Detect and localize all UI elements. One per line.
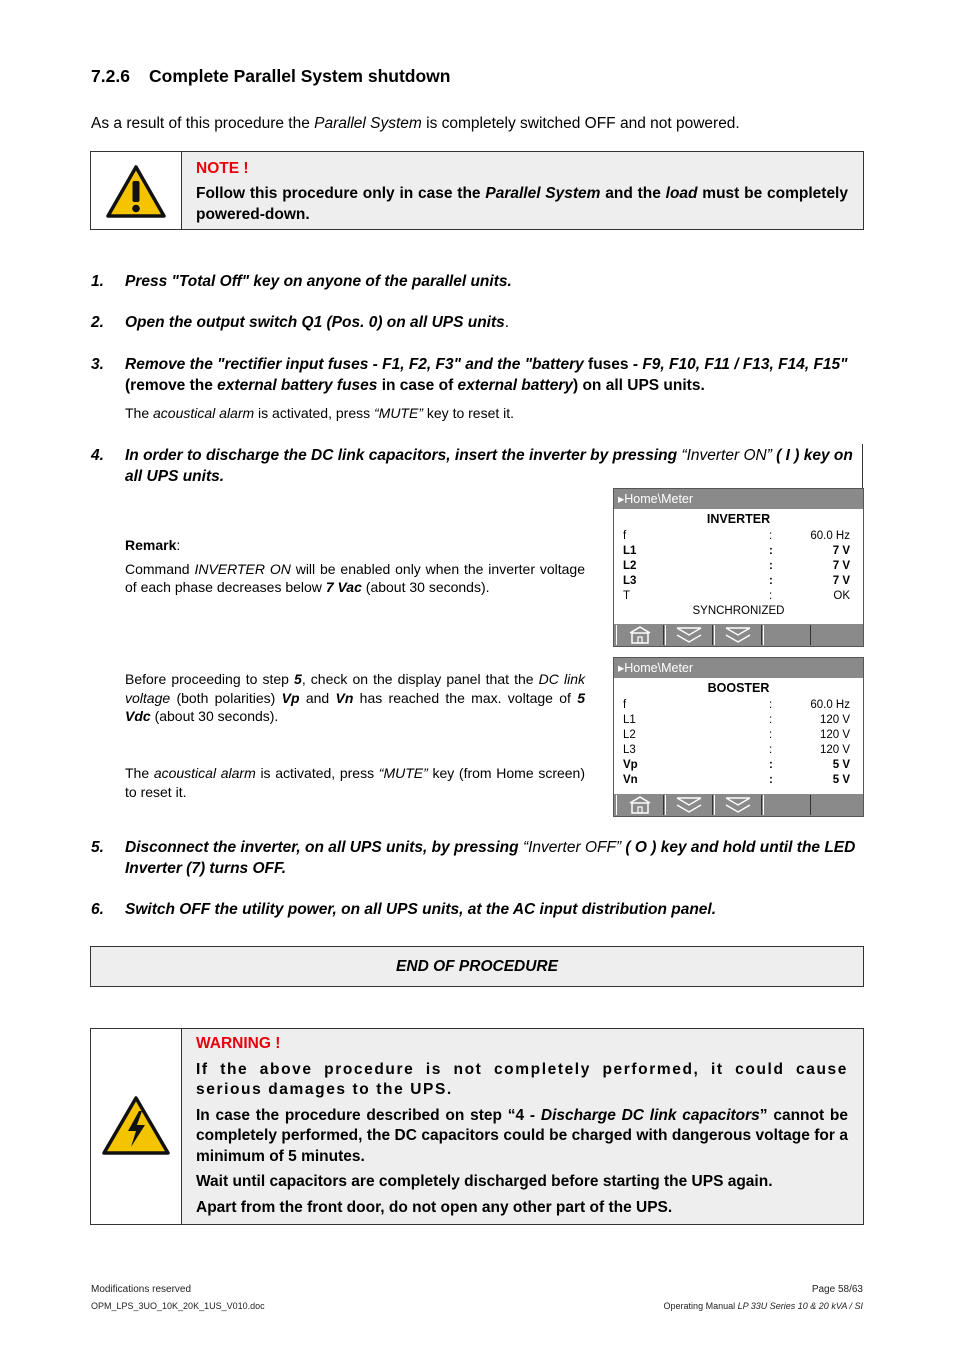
panel-row: f : 60.0 Hz <box>623 699 850 711</box>
panel-row: f : 60.0 Hz <box>623 530 850 542</box>
footer-left-1: Modifications reserved <box>91 1284 192 1295</box>
panel-title: BOOSTER <box>707 681 770 695</box>
panel-header: ▸Home\Meter <box>614 658 863 678</box>
home-key[interactable] <box>616 625 664 645</box>
intro-paragraph: As a result of this procedure the Parallel System is completely switched OFF and not powered. <box>91 115 740 132</box>
display-panel-inverter <box>613 488 864 647</box>
step-6: 6. Switch OFF the utility power, on all UPS units, at the AC input distribution panel. <box>91 901 717 918</box>
blank-key[interactable] <box>763 795 811 815</box>
note-text: NOTE ! Follow this procedure only in case the Parallel System and the load must be completely powered-down. <box>196 160 848 223</box>
note-label: NOTE ! <box>196 160 249 177</box>
section-heading <box>91 66 450 87</box>
page-down-key[interactable] <box>714 795 762 815</box>
section-title: Complete Parallel System shutdown <box>149 66 451 86</box>
note-box <box>90 151 864 230</box>
warning-text: WARNING ! If the above procedure is not completely performed, it could cause serious damages to the UPS. In case the procedure described on step “4 - Discharge DC link capacitors” cannot be completely performed, the DC capacitors could be charged with dangerous voltage for a minimum of 5 minutes. Wait until capacitors are completely discharged before starting the UPS again. Apart from the front door, do not open any other part of the UPS. <box>196 1035 848 1216</box>
panel-row: L2 : 120 V <box>623 729 850 741</box>
home-key[interactable] <box>616 795 664 815</box>
remark-label: Remark <box>125 537 177 553</box>
warning-triangle-icon <box>105 164 167 220</box>
remark-block: Remark: Command INVERTER ON will be enabled only when the inverter voltage of each phase decreases below 7 Vac (about 30 seconds). <box>125 537 585 595</box>
panel-row: Vn : 5 V <box>623 774 850 786</box>
display-panel-booster <box>613 657 864 817</box>
step-2: 2. Open the output switch Q1 (Pos. 0) on all UPS units. <box>91 314 510 331</box>
double-chevron-down-icon <box>715 795 761 815</box>
page-down-key[interactable] <box>714 625 762 645</box>
warning-label: WARNING ! <box>196 1035 281 1052</box>
scroll-down-key[interactable] <box>665 625 713 645</box>
panel-title: INVERTER <box>706 512 771 526</box>
step-4-margin-line <box>862 444 863 489</box>
double-chevron-down-icon <box>666 625 712 645</box>
panel-status: SYNCHRONIZED <box>692 605 785 617</box>
end-of-procedure-box: END OF PROCEDURE <box>90 946 864 987</box>
alarm-paragraph: The acoustical alarm is activated, press “MUTE” key (from Home screen) to reset it. <box>125 765 585 800</box>
home-icon <box>617 795 663 815</box>
before-step5-paragraph: Before proceeding to step 5, check on the display panel that the DC link voltage (both polarities) Vp and Vn has reached the max. voltage of 5 Vdc (about 30 seconds). <box>125 671 586 724</box>
panel-header: ▸Home\Meter <box>614 489 863 509</box>
section-number: 7.2.6 <box>91 66 130 86</box>
scroll-down-key[interactable] <box>665 795 713 815</box>
panel-row: L3 : 7 V <box>623 575 850 587</box>
panel-row: L1 : 7 V <box>623 545 850 557</box>
step-3: 3. Remove the "rectifier input fuses - F1, F2, F3" and the "battery fuses - F9, F10, F11 / F13, F14, F15" (remove the external battery fuses in case of external battery) on all UPS units. <box>91 356 848 394</box>
panel-function-bar <box>614 794 863 816</box>
double-chevron-down-icon <box>715 625 761 645</box>
step-4: 4. In order to discharge the DC link capacitors, insert the inverter by pressing “Inverter ON” ( I ) key on all UPS units. <box>91 447 853 485</box>
step-5: 5. Disconnect the inverter, on all UPS units, by pressing “Inverter OFF” ( O ) key and hold until the LED Inverter (7) turns OFF. <box>91 839 856 877</box>
blank-key[interactable] <box>763 625 811 645</box>
step-3-alarm-note: The acoustical alarm is activated, press “MUTE” key to reset it. <box>125 405 515 421</box>
panel-function-bar <box>614 624 863 646</box>
warning-box <box>90 1028 864 1225</box>
panel-row: Vp : 5 V <box>623 759 850 771</box>
panel-row: T : OK <box>623 590 850 602</box>
home-icon <box>617 625 663 645</box>
double-chevron-down-icon <box>666 795 712 815</box>
footer-page-number: Page 58/63 <box>811 1284 863 1295</box>
panel-row: L3 : 120 V <box>623 744 850 756</box>
step-1: 1. Press "Total Off" key on anyone of the parallel units. <box>91 273 512 290</box>
panel-row: L2 : 7 V <box>623 560 850 572</box>
panel-row: L1 : 120 V <box>623 714 850 726</box>
footer-left-2: OPM_LPS_3UO_10K_20K_1US_V010.doc <box>91 1301 265 1311</box>
high-voltage-icon <box>101 1095 171 1157</box>
footer-manual-title: Operating Manual LP 33U Series 10 & 20 kVA / SI <box>663 1301 863 1311</box>
